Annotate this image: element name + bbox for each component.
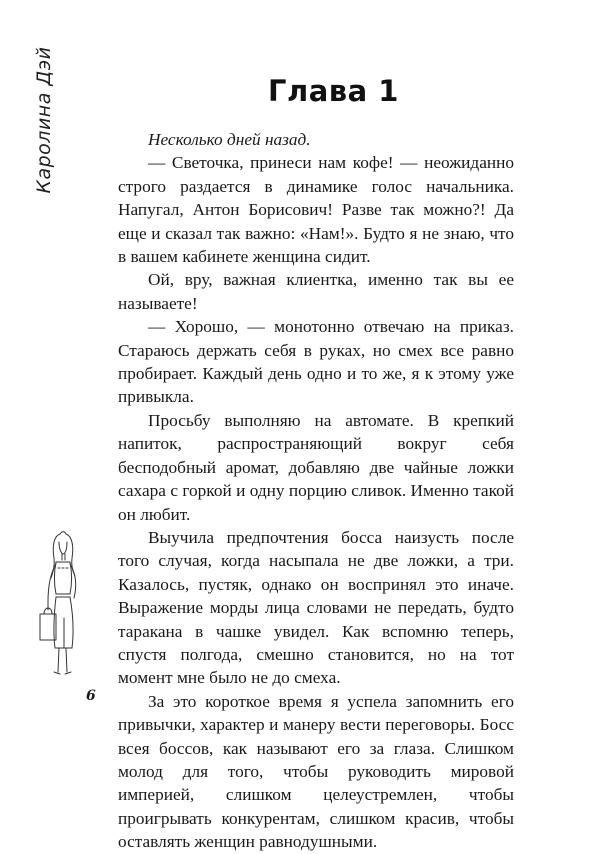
paragraph: За это короткое время я успела запомнить его привычки, характер и манеру вести переговоры. Босс всея боссов, как называют его за глаза. Слишком молод для того, чтобы руководить мировой империей, слишком целеустремлен, чтобы проигрывать конкурентам, слишком красив, чтобы оставлять женщин равнодушными.	[118, 691, 514, 852]
paragraph: Ой, вру, важная клиентка, именно так вы ее называете!	[118, 270, 514, 313]
woman-with-bag-illustration	[36, 528, 94, 680]
chapter-text	[118, 128, 514, 854]
page-number: 6	[86, 688, 96, 704]
paragraph: — Светочка, принеси нам кофе! — неожиданно строго раздается в динамике голос начальника. Напугал, Антон Борисович! Разве так можно?! Да еще и сказал так важно: «Нам!». Будто я не знаю, что в вашем кабинете женщина сидит.	[118, 153, 514, 267]
paragraph: Просьбу выполняю на автомате. В крепкий напиток, распространяющий вокруг себя бесподобный аромат, добавляю две чайные ложки сахара с горкой и одну порцию сливок. Именно такой он любит.	[118, 410, 514, 524]
chapter-title: Глава 1	[268, 74, 399, 108]
paragraph: — Хорошо, — монотонно отвечаю на приказ. Стараюсь держать себя в руках, но смех все равно пробирает. Каждый день одно и то же, я к этому уже привыкла.	[118, 317, 514, 407]
paragraph: Выучила предпочтения босса наизусть после того случая, когда насыпала не две ложки, а три. Казалось, пустяк, однако он воспринял это иначе. Выражение морды лица словами не передать, будто таракана в чашке увидел. Как вспомню теперь, спустя полгода, смешно становится, но на тот момент мне было не до смеха.	[118, 527, 514, 688]
paragraph-intro: Несколько дней назад.	[148, 130, 311, 149]
author-name-vertical: Каролина Дэй	[33, 46, 55, 194]
